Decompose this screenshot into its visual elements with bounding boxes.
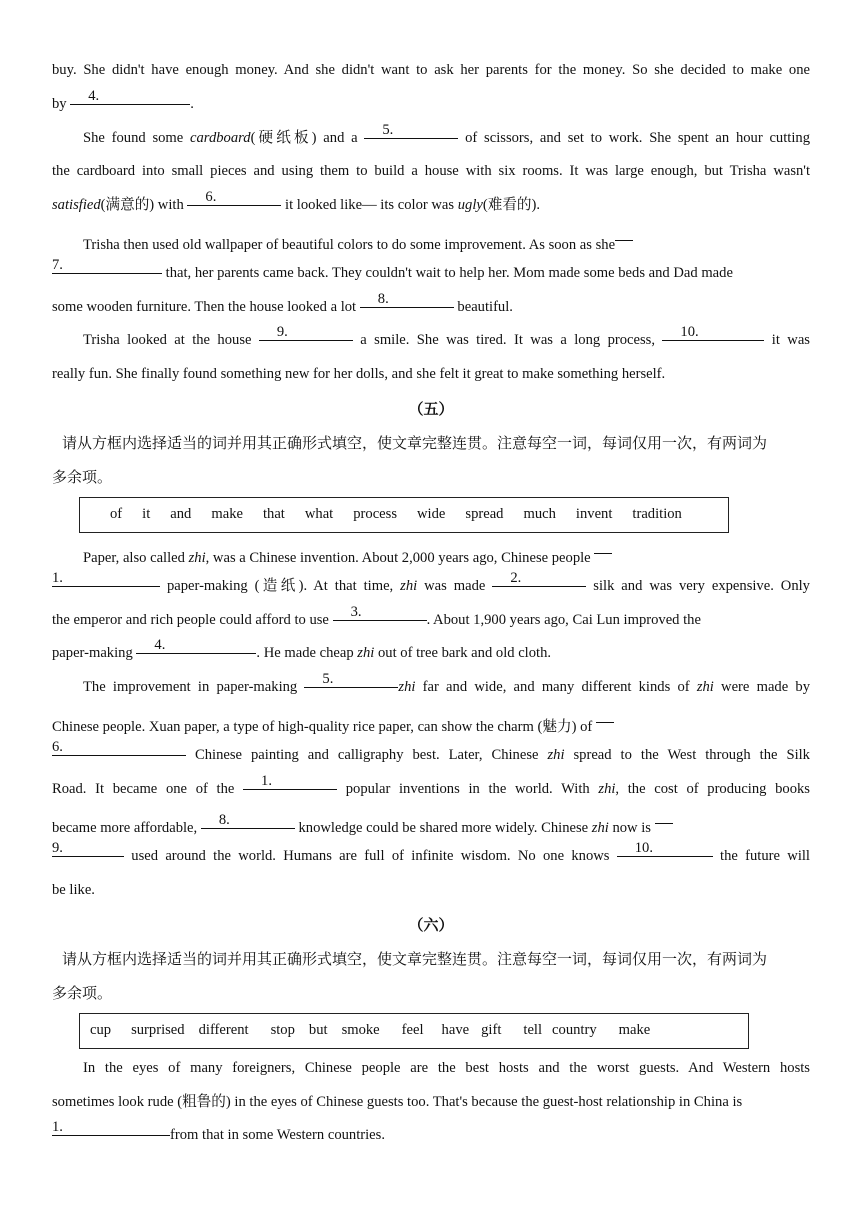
word-bank-item: make: [211, 506, 243, 523]
answer-blank[interactable]: 10.: [617, 840, 713, 857]
word-bank-item: stop: [270, 1022, 295, 1039]
answer-blank[interactable]: 10.: [662, 324, 764, 341]
word-bank-item: of: [110, 506, 123, 523]
text-line: Chinese people. Xuan paper, a type of high-quality rice paper, can show the charm (魅力) of: [52, 705, 810, 739]
answer-blank[interactable]: 2.: [492, 570, 586, 587]
word-bank-item: much: [523, 506, 556, 523]
word-bank-item: have: [441, 1022, 470, 1039]
word-bank-item: different: [198, 1022, 249, 1039]
word-bank-item: gift: [481, 1022, 502, 1039]
word-bank-item: but: [308, 1022, 328, 1039]
answer-blank[interactable]: 6.: [52, 739, 186, 756]
word-bank-item: what: [304, 506, 334, 523]
text-line: Paper, also called zhi, was a Chinese invention. About 2,000 years ago, Chinese people: [52, 536, 810, 570]
instruction-text: 请从方框内选择适当的词并用其正确形式填空，使文章完整连贯。注意每空一词，每词仅用一次，有两词为: [62, 949, 768, 968]
answer-blank[interactable]: 1.: [52, 1119, 170, 1136]
section-title: （五）: [408, 399, 454, 418]
text-line: sometimes look rude (粗鲁的) in the eyes of Chinese guests too. That's because the guest-host relationship in China is: [52, 1093, 743, 1110]
word-bank: [79, 497, 729, 533]
instruction-text: 请从方框内选择适当的词并用其正确形式填空，使文章完整连贯。注意每空一词，每词仅用一次，有两词为: [62, 433, 768, 452]
instruction-text: 多余项。: [52, 983, 113, 1002]
text-line: 7. that, her parents came back. They couldn't wait to help her. Mom made some beds and Dad made: [52, 256, 733, 281]
text-line: the emperor and rich people could afford to use 3. . About 1,900 years ago, Cai Lun improved the: [52, 603, 701, 628]
answer-blank[interactable]: 7.: [52, 257, 162, 274]
instruction-text: 多余项。: [52, 467, 113, 486]
word-bank-item: that: [262, 506, 285, 523]
word-bank-item: feel: [401, 1022, 424, 1039]
text-line: by 4. .: [52, 87, 194, 112]
word-bank-item: and: [170, 506, 192, 523]
word-bank-item: tradition: [632, 506, 682, 523]
text-line: 9. used around the world. Humans are full of infinite wisdom. No one knows 10. the future will: [52, 840, 810, 865]
answer-blank[interactable]: 9.: [259, 324, 353, 341]
text-line: really fun. She finally found something new for her dolls, and she felt it great to make something herself.: [52, 366, 666, 383]
blank-lead: [596, 705, 614, 723]
word-bank-item: wide: [417, 506, 446, 523]
text-line: 6. Chinese painting and calligraphy best. Later, Chinese zhi spread to the West through the Silk: [52, 738, 810, 763]
text-line: satisfied(满意的) with 6. it looked like— its color was ugly(难看的).: [52, 189, 541, 214]
answer-blank[interactable]: 8.: [360, 291, 454, 308]
word-bank-item: it: [142, 506, 151, 523]
text-line: became more affordable, 8. knowledge could be shared more widely. Chinese zhi now is: [52, 806, 810, 840]
word-bank: [79, 1013, 749, 1049]
text-line: 1. paper-making (造纸). At that time, zhi was made 2. silk and was very expensive. Only: [52, 569, 810, 594]
word-bank-item: smoke: [341, 1022, 380, 1039]
text-line: buy. She didn't have enough money. And she didn't want to ask her parents for the money. So she decided to make one: [52, 62, 810, 78]
word-bank-item: cup: [90, 1022, 112, 1039]
blank-lead: [655, 806, 673, 824]
blank-lead: [594, 536, 612, 554]
text-line: Road. It became one of the 1. popular inventions in the world. With zhi, the cost of producing books: [52, 772, 810, 797]
answer-blank[interactable]: 4.: [136, 637, 256, 654]
text-line: 1. from that in some Western countries.: [52, 1119, 385, 1144]
answer-blank[interactable]: 3.: [333, 604, 427, 621]
answer-blank[interactable]: 4.: [70, 88, 190, 105]
answer-blank[interactable]: 9.: [52, 840, 124, 857]
answer-blank[interactable]: 8.: [201, 812, 295, 829]
text-line: The improvement in paper-making 5. zhi far and wide, and many different kinds of zhi were made by: [83, 671, 811, 696]
word-bank-item: spread: [465, 506, 504, 523]
text-line: She found some cardboard(硬纸板) and a 5. of scissors, and set to work. She spent an hour cutting: [83, 121, 810, 146]
text-line: the cardboard into small pieces and using them to build a house with six rooms. It was large enough, but Trisha wasn't: [52, 163, 810, 180]
text-line: be like.: [52, 881, 95, 898]
text-line: paper-making 4. . He made cheap zhi out of tree bark and old cloth.: [52, 637, 552, 662]
answer-blank[interactable]: 1.: [52, 570, 160, 587]
word-bank-item: surprised: [131, 1022, 185, 1039]
answer-blank[interactable]: 5.: [364, 122, 458, 139]
text-line: some wooden furniture. Then the house looked a lot 8. beautiful.: [52, 290, 513, 315]
word-bank-item: tell: [523, 1022, 543, 1039]
word-bank-item: process: [353, 506, 398, 523]
word-bank-item: invent: [575, 506, 613, 523]
answer-blank[interactable]: 6.: [187, 189, 281, 206]
answer-blank[interactable]: 1.: [243, 773, 337, 790]
text-line: In the eyes of many foreigners, Chinese people are the best hosts and the worst guests. And Western hosts: [83, 1059, 810, 1076]
text-line: Trisha looked at the house 9. a smile. She was tired. It was a long process, 10. it was: [83, 324, 810, 349]
text-line: Trisha then used old wallpaper of beautiful colors to do some improvement. As soon as she: [52, 223, 810, 257]
document-page: [52, 54, 810, 1153]
answer-blank[interactable]: 5.: [304, 671, 398, 688]
word-bank-item: make: [618, 1022, 651, 1039]
blank-lead: [615, 223, 633, 241]
word-bank-item: country: [552, 1022, 597, 1039]
section-title: （六）: [408, 915, 454, 934]
